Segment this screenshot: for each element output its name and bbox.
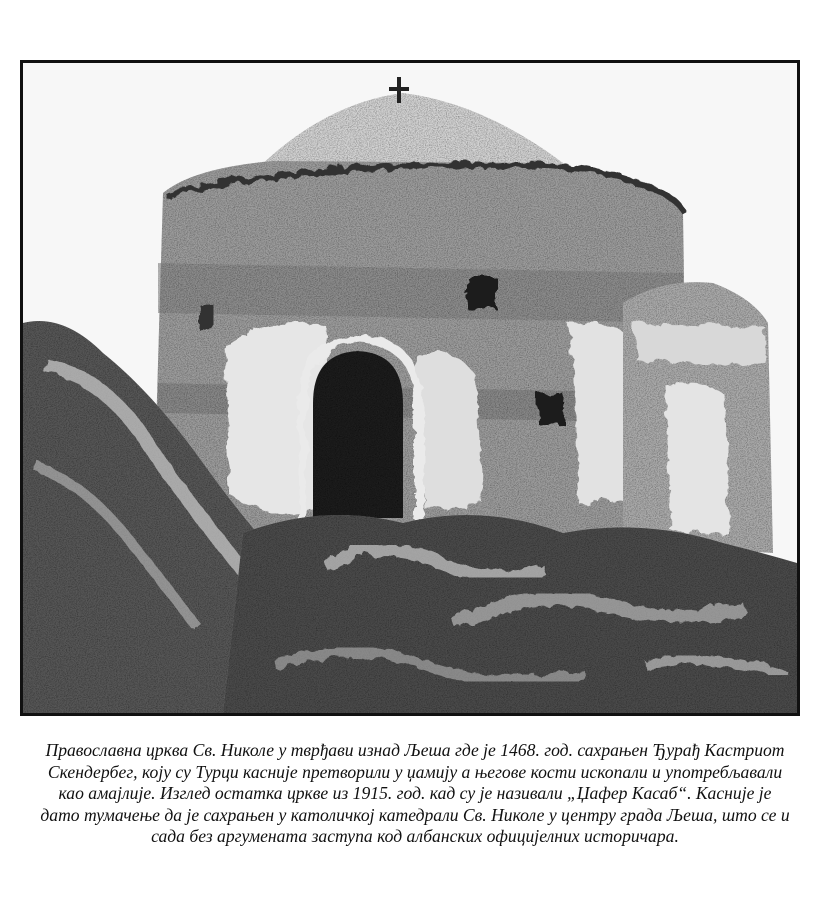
church-fortress-photo-icon	[23, 63, 797, 713]
church-photo	[20, 60, 800, 716]
figure-caption: Православна црква Св. Николе у тврђави изнад Љеша где је 1468. год. сахрањен Ђурађ Кастриот Скендербег, коју су Турци касније претворили у џамију а његове кости ископали и употребљавали као амајлије. Изглед остатка цркве из 1915. год. кад су је називали „Џафер Касаб“. Касније је дато тумачење да је сахрањен у католичкој катедрали Св. Николе у центру града Љеша, што се и сада без аргумената заступа код албанских официјелних историчара.	[40, 740, 790, 846]
